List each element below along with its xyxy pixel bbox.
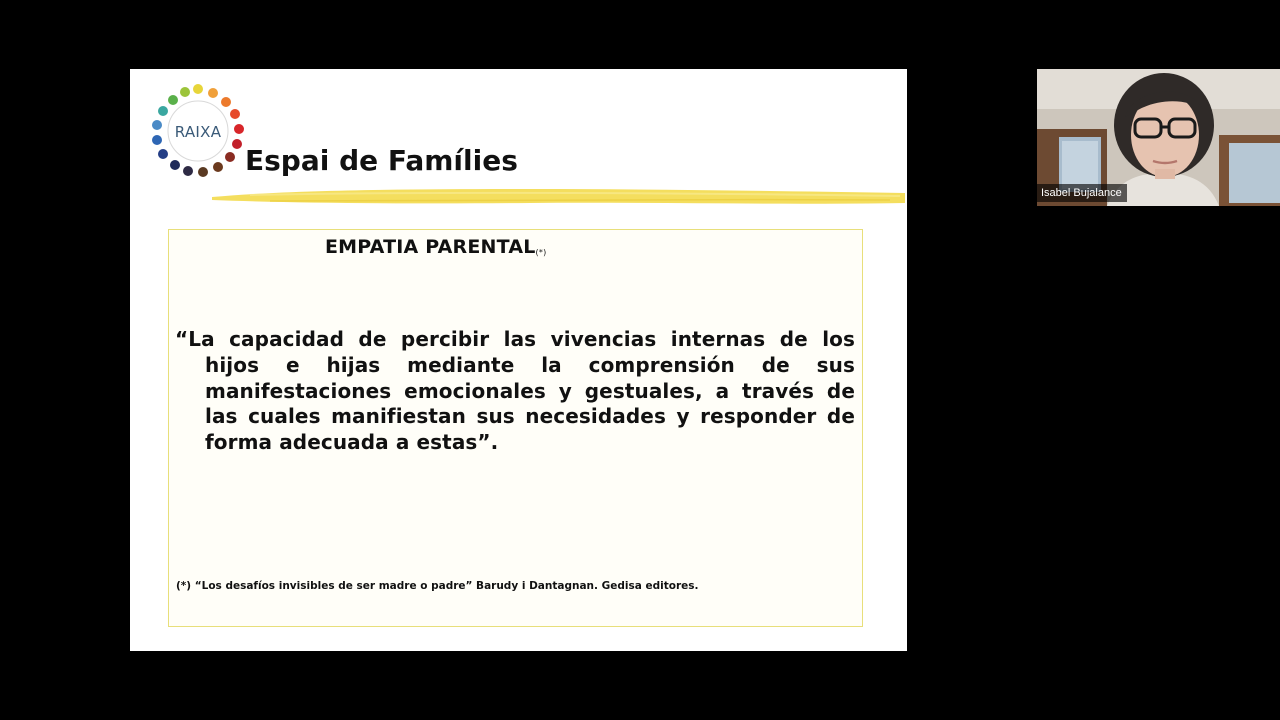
logo-text: RAIXA	[174, 123, 222, 141]
raixa-logo	[148, 83, 248, 183]
reference-footnote: (*) “Los desafíos invisibles de ser madre o padre” Barudy i Dantagnan. Gedisa editores.	[176, 580, 699, 592]
slide-title: Espai de Famílies	[245, 144, 518, 177]
definition-quote: “La capacidad de percibir las vivencias internas de los hijos e hijas mediante la comprensión de sus manifestaciones emocionales y gestuales, a través de las cuales manifiestan sus necesidades y responder de forma adecuada a estas”.	[175, 327, 855, 455]
participant-name-label: Isabel Bujalance	[1037, 184, 1127, 202]
content-box	[168, 229, 863, 627]
participant-video-tile[interactable]	[1037, 69, 1280, 206]
shared-slide	[130, 69, 907, 651]
highlighter-brush-stroke	[210, 181, 907, 211]
heading-footnote-marker: (*)	[535, 248, 547, 257]
heading-text: EMPATIA PARENTAL	[325, 236, 536, 258]
slide-heading	[325, 236, 546, 258]
